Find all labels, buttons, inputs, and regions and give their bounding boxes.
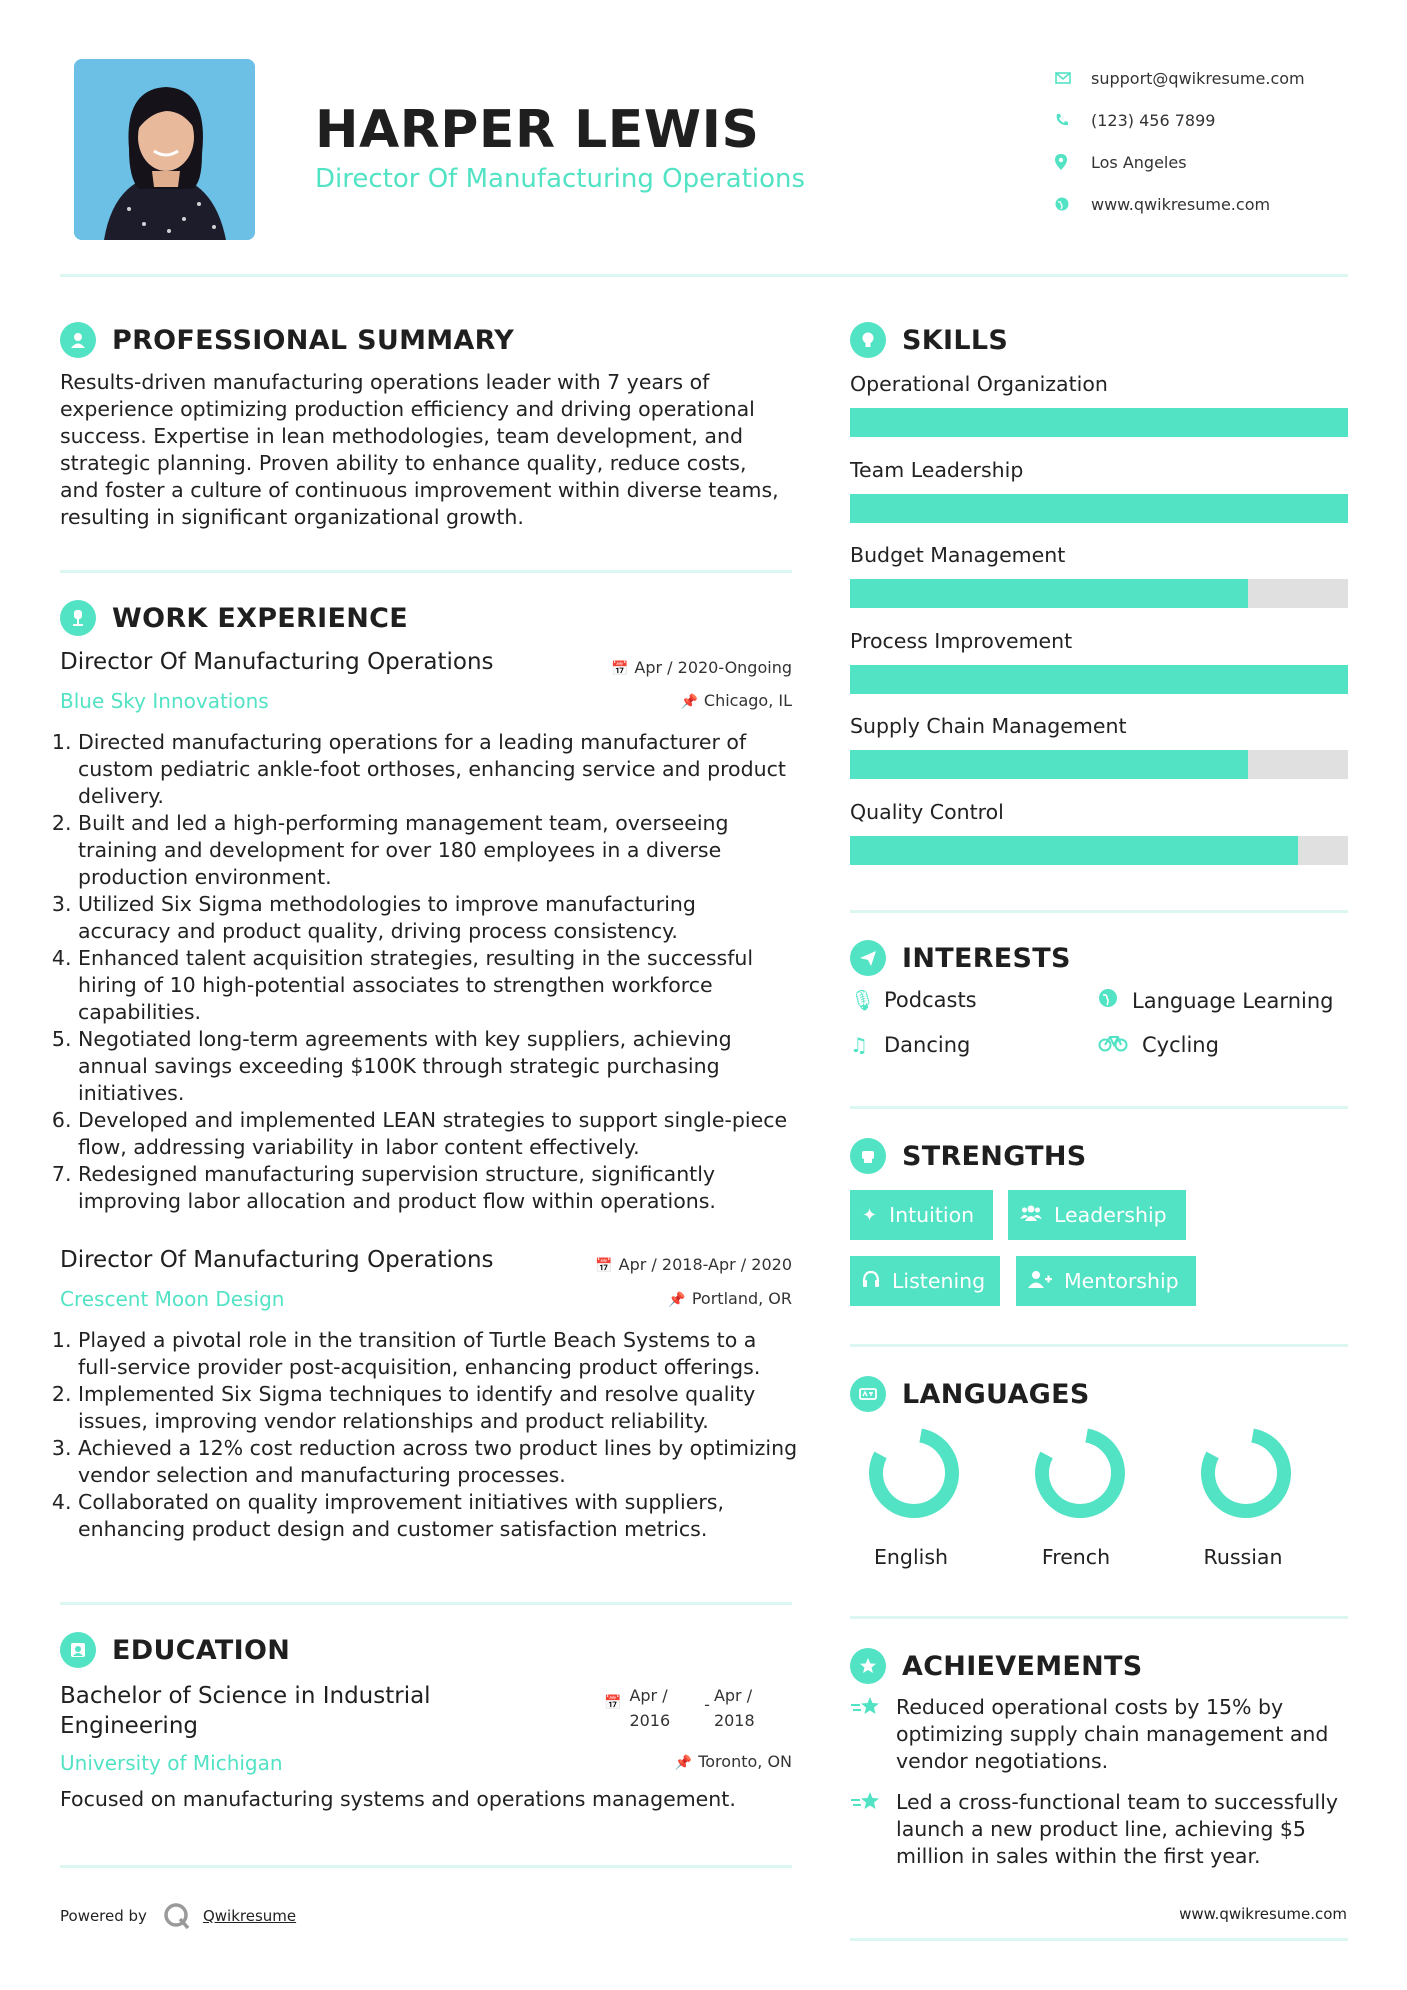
strengths-heading: STRENGTHS [850,1138,1087,1174]
pushpin-icon: 📌 [680,694,698,710]
skill-bar [850,494,1348,523]
profile-photo [74,59,255,240]
skill-bar-fill [850,665,1348,694]
calendar-icon: 📅 [610,661,629,677]
shooting-star-icon [850,1789,896,1870]
contact-block [1055,57,1355,225]
globe-icon [1098,988,1120,1013]
job-2-company: Crescent Moon Design [60,1287,285,1311]
languages-heading: LANGUAGES [850,1376,1090,1412]
education-degree: Bachelor of Science in Industrial Engineering [60,1683,431,1739]
translate-icon [850,1376,886,1412]
header-divider [60,274,1348,277]
achievements-heading: ACHIEVEMENTS [850,1648,1143,1684]
skills-divider [850,910,1348,913]
job-2-dates: 📅 Apr / 2018-Apr / 2020 [595,1255,792,1274]
list-item: 6. Developed and implemented LEAN strategies to support single-piece flow, addressing variability in labor content effectively. [78,1107,790,1161]
calendar-icon: 📅 [604,1695,622,1711]
language-label-french: French [1041,1545,1111,1569]
strength-chip-intuition: ✦ Intuition [850,1190,993,1240]
skill-name: Supply Chain Management [850,714,1127,738]
phone-icon [1055,113,1091,127]
skill-bar [850,665,1348,694]
candidate-name: HARPER LEWIS [315,100,760,160]
education-date-separator: - [704,1695,710,1714]
interests-divider [850,1106,1348,1109]
list-item: 3. Utilized Six Sigma methodologies to improve manufacturing accuracy and product quality, driving process consistency. [78,891,790,945]
education-end: Apr / 2018 [713,1686,755,1730]
globe-icon [1055,197,1091,211]
education-heading: EDUCATION [60,1632,290,1668]
job-1-dates: 📅 Apr / 2020-Ongoing [610,658,792,677]
skill-bar-fill [850,836,1298,865]
contact-email[interactable] [1055,57,1355,99]
contact-phone-text: (123) 456 7899 [1091,110,1216,130]
language-ring-french [1036,1429,1124,1517]
list-item: 1. Played a pivotal role in the transition of Turtle Beach Systems to a full-service provider post-acquisition, enhancing product offerings. [78,1327,800,1381]
contact-location-text: Los Angeles [1091,152,1187,172]
language-ring-russian [1202,1429,1290,1517]
job-1-bullets [60,729,790,1215]
footer-website[interactable]: www.qwikresume.com [1179,1905,1347,1923]
summary-divider [60,570,792,573]
experience-heading: WORK EXPERIENCE [60,600,408,636]
job-1-company: Blue Sky Innovations [60,689,269,713]
education-school: University of Michigan [60,1751,283,1775]
star-badge-icon [850,1648,886,1684]
language-rings [850,1425,1350,1535]
user-icon [60,322,96,358]
interests-heading: INTERESTS [850,940,1071,976]
skill-bar [850,836,1348,865]
paper-plane-icon [850,940,886,976]
interest-dancing: ♫ Dancing [850,1033,971,1057]
language-ring-english [870,1429,958,1517]
list-item: 4. Enhanced talent acquisition strategies, resulting in the successful hiring of 10 high-potential associates to strengthen workforce capabilities. [78,945,790,1026]
languages-divider [850,1616,1348,1619]
location-pin-icon [1055,154,1091,170]
list-item: 3. Achieved a 12% cost reduction across two product lines by optimizing vendor selection and manufacturing processes. [78,1435,800,1489]
list-item: 4. Collaborated on quality improvement initiatives with suppliers, enhancing product design and customer satisfaction metrics. [78,1489,800,1543]
job-1-location: 📌 Chicago, IL [680,691,792,710]
skill-bar-fill [850,494,1348,523]
bicycle-icon [1098,1033,1130,1057]
summary-text: Results-driven manufacturing operations leader with 7 years of experience optimizing production efficiency and driving operational success. Expertise in lean methodologies, team development, and strategic planning. Proven ability to enhance quality, reduce costs, and foster a culture of continuous improvement within diverse teams, resulting in significant organizational growth. [60,370,779,529]
skill-bar [850,750,1348,779]
magic-wand-icon: ✦ [862,1204,878,1226]
summary-heading: PROFESSIONAL SUMMARY [60,322,514,358]
skill-bar-fill [850,579,1248,608]
job-2-bullets [60,1327,800,1543]
strength-chip-leadership: Leadership [1008,1190,1186,1240]
language-label-english: English [873,1545,949,1569]
contact-website[interactable] [1055,183,1355,225]
graduation-icon [60,1632,96,1668]
list-item: 5. Negotiated long-term agreements with key suppliers, achieving annual savings exceeding $100K through strategic purchasing initiatives. [78,1026,790,1107]
skill-name: Quality Control [850,799,1004,824]
candidate-title: Director Of Manufacturing Operations [315,164,806,194]
user-plus-icon [1028,1270,1052,1293]
powered-by [60,1902,296,1930]
powered-by-label: Powered by [60,1907,147,1925]
job-2-location: 📌 Portland, OR [668,1289,792,1308]
achievements-divider [850,1938,1348,1941]
skill-name: Process Improvement [850,628,1073,653]
education-dates [604,1683,755,1733]
mail-icon [1055,72,1091,84]
list-item: 7. Redesigned manufacturing supervision structure, significantly improving labor allocation and product flow within operations. [78,1161,790,1215]
headphones-icon [862,1270,880,1293]
pushpin-icon: 📌 [668,1292,686,1308]
pushpin-icon: 📌 [674,1755,693,1771]
shooting-star-icon [850,1694,896,1775]
skill-bar-fill [850,750,1248,779]
strengths-divider [850,1344,1348,1347]
microphone-icon: 🎙 [850,988,876,1012]
skill-bar [850,579,1348,608]
education-location: 📌 Toronto, ON [674,1752,792,1771]
list-item: 2. Built and led a high-performing management team, overseeing training and development for over 180 employees in a diverse production environment. [78,810,790,891]
skill-name: Operational Organization [850,372,1108,396]
education-description: Focused on manufacturing systems and operations management. [60,1787,736,1811]
qwikresume-link[interactable]: Qwikresume [202,1907,297,1925]
experience-divider [60,1602,792,1605]
lightbulb-icon [850,322,886,358]
list-item: 1. Directed manufacturing operations for a leading manufacturer of custom pediatric ankle-foot orthoses, enhancing service and product delivery. [78,729,790,810]
job-2-title: Director Of Manufacturing Operations [60,1247,494,1273]
contact-location [1055,141,1355,183]
fist-icon [850,1138,886,1174]
language-label-russian: Russian [1203,1545,1283,1569]
skill-name: Budget Management [850,543,1066,567]
interest-cycling: Cycling [1098,1033,1219,1057]
education-divider [60,1865,792,1868]
calendar-icon: 📅 [595,1258,613,1274]
music-note-icon: ♫ [850,1033,868,1057]
skill-bar-fill [850,408,1348,437]
interest-podcasts: 🎙 Podcasts [850,988,977,1012]
skill-name: Team Leadership [850,457,1024,482]
achievement-item-2: Led a cross-functional team to successfully launch a new product line, achieving $5 million in sales within the first year. [850,1789,1350,1870]
strength-chip-mentorship: Mentorship [1016,1256,1196,1306]
skill-bar [850,408,1348,437]
contact-email-text: support@qwikresume.com [1091,68,1305,88]
contact-website-text: www.qwikresume.com [1091,194,1271,214]
skills-heading: SKILLS [850,322,1008,358]
strength-chip-listening: Listening [850,1256,1000,1306]
interest-language-learning: Language Learning [1098,988,1333,1013]
qwikresume-logo-icon [163,1902,191,1930]
briefcase-icon [60,600,96,636]
list-item: 2. Implemented Six Sigma techniques to identify and resolve quality issues, improving vendor relationships and product reliability. [78,1381,800,1435]
achievement-item-1: Reduced operational costs by 15% by optimizing supply chain management and vendor negotiations. [850,1694,1350,1775]
contact-phone[interactable] [1055,99,1355,141]
education-start: Apr / 2016 [629,1686,671,1730]
job-1-title: Director Of Manufacturing Operations [60,649,494,675]
users-icon [1020,1204,1042,1227]
